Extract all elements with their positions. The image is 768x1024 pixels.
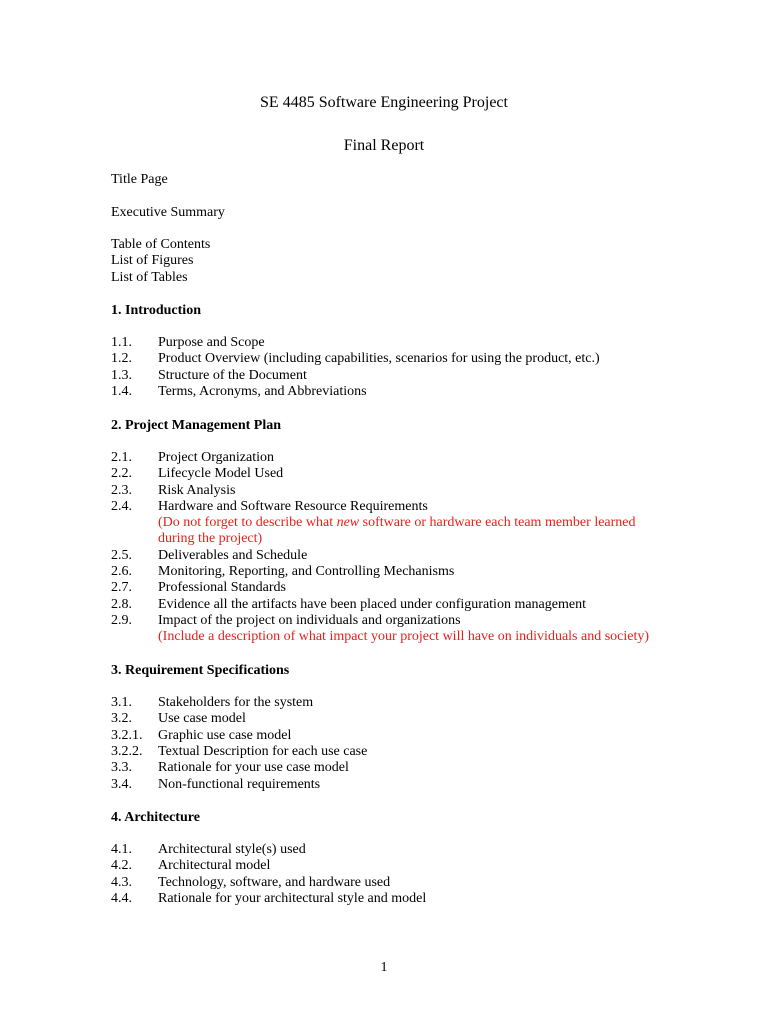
item-text: Graphic use case model — [158, 728, 292, 743]
item-number: 3.4. — [111, 777, 132, 792]
item-number: 4.3. — [111, 875, 132, 890]
section-heading: 3. Requirement Specifications — [111, 663, 290, 678]
item-text: Hardware and Software Resource Requirements — [158, 499, 428, 514]
item-text: Technology, software, and hardware used — [158, 875, 391, 890]
item-text: Structure of the Document — [158, 368, 307, 383]
item-number: 2.8. — [111, 597, 132, 612]
item-number: 4.2. — [111, 858, 132, 873]
item-text: Evidence all the artifacts have been placed under configuration management — [158, 597, 586, 612]
note-text-part: (Do not forget to describe what — [158, 515, 337, 530]
front-matter-item: Table of Contents — [111, 237, 211, 252]
front-matter-item: List of Tables — [111, 270, 188, 285]
note-text: during the project) — [158, 531, 263, 546]
note-text — [158, 515, 636, 531]
item-number: 3.2.1. — [111, 728, 143, 743]
item-text: Purpose and Scope — [158, 335, 265, 350]
section-heading: 2. Project Management Plan — [111, 418, 282, 433]
item-number: 2.1. — [111, 450, 132, 465]
item-number: 2.4. — [111, 499, 132, 514]
section-heading: 4. Architecture — [111, 810, 200, 825]
item-text: Architectural style(s) used — [158, 842, 306, 857]
item-text: Use case model — [158, 711, 246, 726]
front-matter-item: List of Figures — [111, 253, 194, 268]
item-number: 1.1. — [111, 335, 132, 350]
item-text: Textual Description for each use case — [158, 744, 368, 759]
note-text: (Include a description of what impact your project will have on individuals and society) — [158, 629, 650, 644]
item-text: Impact of the project on individuals and organizations — [158, 613, 461, 628]
item-number: 2.7. — [111, 580, 132, 595]
page-number: 1 — [380, 960, 388, 975]
front-matter-item: Title Page — [111, 172, 168, 187]
item-text: Rationale for your use case model — [158, 760, 349, 775]
item-number: 1.2. — [111, 351, 132, 366]
item-text: Risk Analysis — [158, 483, 236, 498]
front-matter-item: Executive Summary — [111, 205, 225, 220]
item-text: Architectural model — [158, 858, 271, 873]
item-number: 1.4. — [111, 384, 132, 399]
item-number: 3.2. — [111, 711, 132, 726]
item-number: 2.9. — [111, 613, 132, 628]
item-number: 1.3. — [111, 368, 132, 383]
note-emphasis: new — [336, 515, 360, 530]
note-text-part: software or hardware each team member learned — [359, 515, 636, 530]
item-text: Non-functional requirements — [158, 777, 321, 792]
item-number: 2.3. — [111, 483, 132, 498]
course-title: SE 4485 Software Engineering Project — [260, 94, 508, 111]
item-text: Stakeholders for the system — [158, 695, 314, 710]
item-text: Professional Standards — [158, 580, 286, 595]
report-title: Final Report — [343, 137, 425, 154]
item-number: 3.3. — [111, 760, 132, 775]
item-number: 3.1. — [111, 695, 132, 710]
section-heading: 1. Introduction — [111, 303, 201, 318]
item-text: Monitoring, Reporting, and Controlling Mechanisms — [158, 564, 455, 579]
item-text: Deliverables and Schedule — [158, 548, 308, 563]
item-number: 4.1. — [111, 842, 132, 857]
item-text: Lifecycle Model Used — [158, 466, 284, 481]
item-text: Terms, Acronyms, and Abbreviations — [158, 384, 367, 399]
item-number: 2.5. — [111, 548, 132, 563]
item-number: 2.6. — [111, 564, 132, 579]
item-text: Project Organization — [158, 450, 274, 465]
item-number: 2.2. — [111, 466, 132, 481]
item-number: 4.4. — [111, 891, 132, 906]
item-text: Product Overview (including capabilities, scenarios for using the product, etc.) — [158, 351, 600, 366]
item-text: Rationale for your architectural style and model — [158, 891, 427, 906]
item-number: 3.2.2. — [111, 744, 143, 759]
